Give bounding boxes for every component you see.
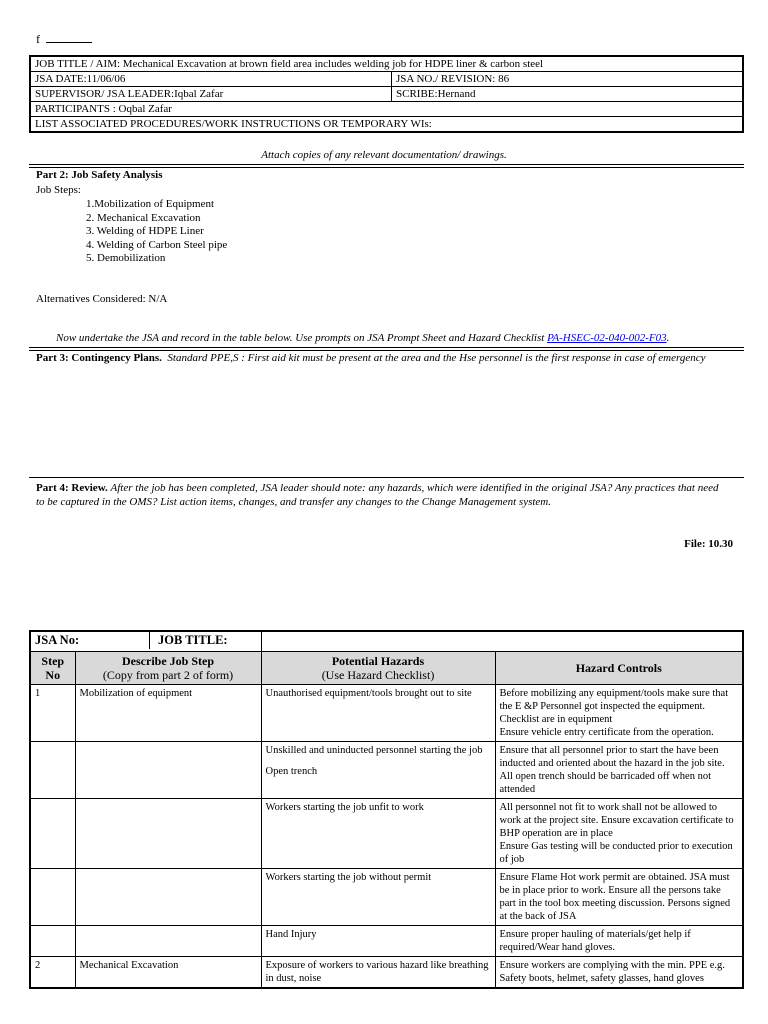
table-row	[30, 685, 743, 742]
controls-cell: Ensure workers are complying with the min. PPE e.g. Safety boots, helmet, safety glasses, hand gloves	[495, 957, 743, 989]
supervisor-cell: SUPERVISOR/ JSA LEADER:Iqbal Zafar	[30, 87, 392, 102]
step-no	[30, 742, 75, 799]
undertake-text: Now undertake the JSA and record in the table below. Use prompts on JSA Prompt Sheet and Hazard Checklist PA-HSEC-02-040-002-F03.	[56, 332, 670, 344]
controls-cell: Ensure proper hauling of materials/get help if required/Wear hand gloves.	[495, 926, 743, 957]
jsa-no-title-cell	[30, 631, 261, 652]
list-item: 5. Demobilization	[86, 252, 166, 264]
jsa-no-label: JSA No:	[31, 632, 150, 649]
list-item: 1.Mobilization of Equipment	[86, 198, 215, 210]
list-item: 2. Mechanical Excavation	[86, 211, 201, 224]
part4-section	[36, 481, 726, 509]
col-controls-header: Hazard Controls	[495, 652, 743, 685]
divider	[29, 477, 744, 478]
jsa-no-cell: JSA NO./ REVISION: 86	[392, 72, 744, 87]
controls-cell: Before mobilizing any equipment/tools make sure that the E &P Personnel got inspected the equipment. Checklist are in equipment Ensure vehicle entry certificate from the operation.	[495, 685, 743, 742]
procedures-cell: LIST ASSOCIATED PROCEDURES/WORK INSTRUCTIONS OR TEMPORARY WIs:	[30, 117, 743, 133]
part4-text: After the job has been completed, JSA leader should note: any hazards, which were identified in the original JSA? Any practices that need to be captured in the OMS? List action items, changes, and transfer any changes to the Change Management system.	[36, 482, 719, 508]
part3-section	[36, 351, 716, 365]
col-step-header: Step No	[30, 652, 75, 685]
step-no: 2	[30, 957, 75, 989]
col-describe-header: Describe Job Step (Copy from part 2 of form)	[75, 652, 261, 685]
table-row	[30, 869, 743, 926]
participants-cell: PARTICIPANTS : Oqbal Zafar	[30, 102, 743, 117]
page-fragment-mark: f	[36, 32, 92, 47]
hazards-cell: Workers starting the job unfit to work	[261, 799, 495, 869]
attach-note: Attach copies of any relevant documentation/ drawings.	[261, 149, 507, 161]
part3-text: Standard PPE,S : First aid kit must be present at the area and the Hse personnel is the first response in case of emergency	[167, 352, 706, 364]
hazards-cell: Hand Injury	[261, 926, 495, 957]
step-no	[30, 799, 75, 869]
controls-cell: All personnel not fit to work shall not be allowed to work at the project site. Ensure excavation certificate to BHP operation are in place Ensure Gas testing will be conducted prior to execution of job	[495, 799, 743, 869]
job-steps-list	[86, 198, 227, 266]
table-row	[30, 742, 743, 799]
job-title-cell: JOB TITLE / AIM: Mechanical Excavation at brown field area includes welding job for HDPE liner & carbon steel	[30, 56, 743, 72]
part4-heading: Part 4: Review.	[36, 482, 108, 494]
title-filler	[261, 631, 743, 652]
jsa-header-table	[29, 55, 744, 133]
step-no: 1	[30, 685, 75, 742]
list-item: 3. Welding of HDPE Liner	[86, 225, 204, 237]
part3-heading: Part 3: Contingency Plans.	[36, 352, 162, 364]
step-description: Mechanical Excavation	[75, 957, 261, 989]
step-description	[75, 926, 261, 957]
table-row	[30, 957, 743, 989]
scribe-cell: SCRIBE:Hernand	[392, 87, 744, 102]
jsa-date-cell: JSA DATE:11/06/06	[30, 72, 392, 87]
table-row	[30, 926, 743, 957]
controls-cell: Ensure that all personnel prior to start the have been inducted and oriented about the hazard in the job site. All open trench should be barricaded off when not attended	[495, 742, 743, 799]
step-description: Mobilization of equipment	[75, 685, 261, 742]
table-row	[30, 799, 743, 869]
hazards-cell: Workers starting the job without permit	[261, 869, 495, 926]
job-title-label: JOB TITLE:	[158, 633, 228, 647]
divider	[29, 164, 744, 168]
job-steps-label: Job Steps:	[36, 184, 81, 196]
col-hazards-header: Potential Hazards (Use Hazard Checklist)	[261, 652, 495, 685]
step-no	[30, 926, 75, 957]
step-no	[30, 869, 75, 926]
step-description	[75, 799, 261, 869]
part2-heading: Part 2: Job Safety Analysis	[36, 169, 163, 181]
hazards-cell: Unauthorised equipment/tools brought out to site	[261, 685, 495, 742]
list-item: 4. Welding of Carbon Steel pipe	[86, 238, 228, 251]
hazards-cell: Exposure of workers to various hazard like breathing in dust, noise	[261, 957, 495, 989]
hazards-cell: Unskilled and uninducted personnel starting the job Open trench	[261, 742, 495, 799]
hazard-checklist-link[interactable]: PA-HSEC-02-040-002-F03	[547, 332, 667, 344]
controls-cell: Ensure Flame Hot work permit are obtained. JSA must be in place prior to work. Ensure all the persons take part in the tool box meeting discussion. Persons signed at the back of JSA	[495, 869, 743, 926]
file-label: File: 10.30	[684, 538, 733, 550]
alternatives-text: Alternatives Considered: N/A	[36, 293, 168, 305]
step-description	[75, 869, 261, 926]
step-description	[75, 742, 261, 799]
jsa-hazard-table	[29, 630, 744, 989]
